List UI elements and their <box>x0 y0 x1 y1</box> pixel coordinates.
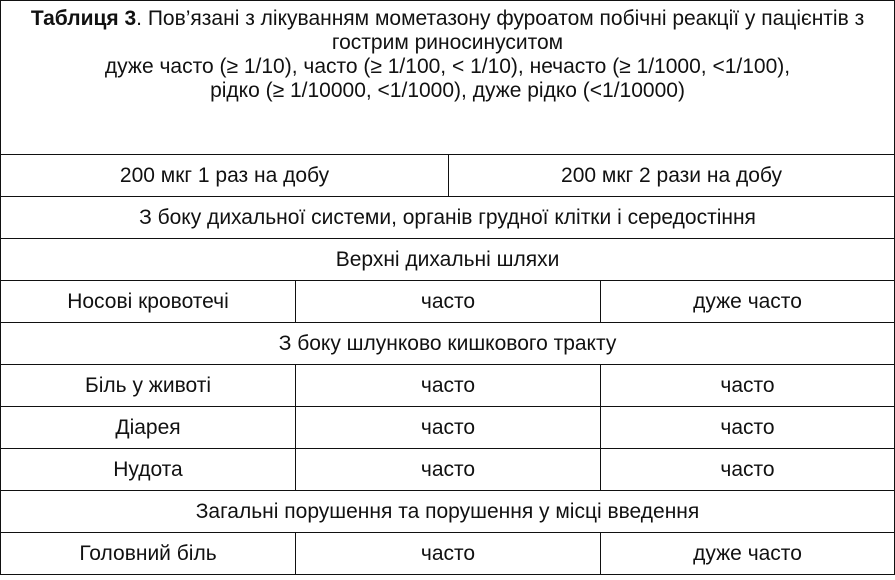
frequency-dose1: часто <box>296 449 601 491</box>
frequency-dose2: часто <box>601 449 895 491</box>
section-header-row <box>1 197 895 239</box>
section-header-row <box>1 491 895 533</box>
reaction-name: Головний біль <box>1 533 296 575</box>
frequency-legend-line1: дуже часто (≥ 1/10), часто (≥ 1/100, < 1/10), нечасто (≥ 1/1000, <1/100), <box>104 55 791 78</box>
frequency-dose2: дуже часто <box>601 533 895 575</box>
table-row <box>1 533 895 575</box>
section-gastrointestinal: З боку шлунково кишкового тракту <box>1 323 895 365</box>
frequency-legend-line2: рідко (≥ 1/10000, <1/1000), дуже рідко (<1/10000) <box>210 79 685 102</box>
table-row <box>1 449 895 491</box>
dose-header-twice-daily: 200 мкг 2 рази на добу <box>449 155 895 197</box>
frequency-dose2: часто <box>601 365 895 407</box>
frequency-dose1: часто <box>296 407 601 449</box>
reaction-name: Біль у животі <box>1 365 296 407</box>
table-row <box>1 365 895 407</box>
reaction-name: Носові кровотечі <box>1 281 296 323</box>
frequency-dose1: часто <box>296 533 601 575</box>
table-row <box>1 281 895 323</box>
reaction-name: Діарея <box>1 407 296 449</box>
frequency-dose1: часто <box>296 281 601 323</box>
frequency-dose2: дуже часто <box>601 281 895 323</box>
caption-label: Таблиця 3 <box>30 7 137 30</box>
caption-text: . Пов’язані з лікуванням мометазону фуроатом побічні реакції у пацієнтів з гострим риносинуситом <box>136 7 865 54</box>
subsection-header-row <box>1 239 895 281</box>
reaction-name: Нудота <box>1 449 296 491</box>
frequency-dose2: часто <box>601 407 895 449</box>
dose-header-once-daily: 200 мкг 1 раз на добу <box>1 155 449 197</box>
table-row <box>1 407 895 449</box>
dose-header-row <box>1 155 895 197</box>
frequency-dose1: часто <box>296 365 601 407</box>
section-general-disorders: Загальні порушення та порушення у місці введення <box>1 491 895 533</box>
section-respiratory: З боку дихальної системи, органів грудної клітки і середостіння <box>1 197 895 239</box>
table-caption <box>1 1 895 155</box>
subsection-upper-airways: Верхні дихальні шляхи <box>1 239 895 281</box>
section-header-row <box>1 323 895 365</box>
